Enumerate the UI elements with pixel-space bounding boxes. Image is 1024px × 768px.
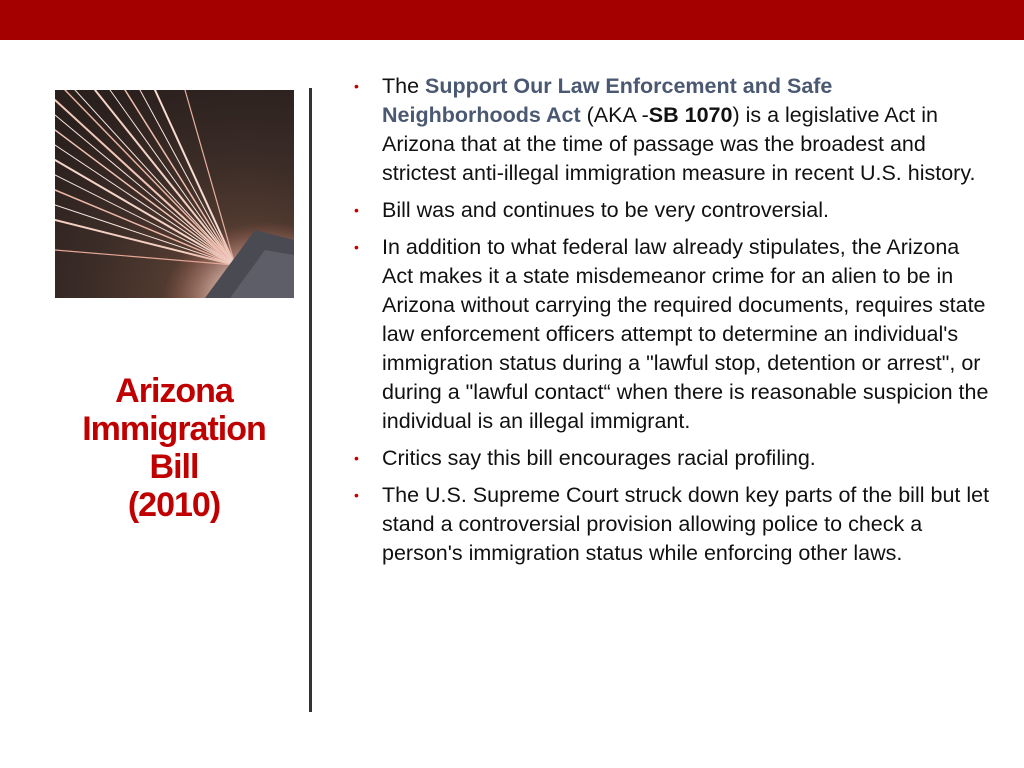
bill-code: SB 1070 [648,103,733,127]
bullet-text: The U.S. Supreme Court struck down key parts of the bill but let stand a controversial provision allowing police to check a person's immigration status while enforcing other laws. [382,483,990,565]
slide-title [40,372,308,524]
bullet-dot-icon: • [354,450,359,466]
bullet-item [352,233,992,436]
bullet-item [352,444,992,473]
bullet-list [352,72,992,576]
title-line: (2010) [127,486,221,524]
act-name: Support Our Law Enforcement and Safe Neighborhoods Act [382,74,833,127]
bullet-text: Critics say this bill encourages racial profiling. [382,446,816,470]
bullet-dot-icon: • [354,78,359,94]
bullet-text: ) is a legislative Act in Arizona that at the time of passage was the broadest and strictest anti-illegal immigration measure in recent U.S. history. [382,103,976,185]
bullet-item [352,481,992,568]
bullet-text: The [382,74,426,98]
title-line: Arizona [115,372,233,410]
top-accent-bar [0,0,1024,40]
title-line: Bill [149,448,199,486]
bullet-item [352,196,992,225]
bullet-dot-icon: • [354,239,359,255]
bullet-text: (AKA - [580,103,649,127]
bullet-dot-icon: • [354,487,359,503]
title-line: Immigration [82,410,266,448]
vertical-divider [309,88,312,712]
bullet-dot-icon: • [354,202,359,218]
bullet-item [352,72,992,188]
bullet-text: Bill was and continues to be very controversial. [382,198,829,222]
light-burst-photo [55,90,294,298]
bullet-text: In addition to what federal law already stipulates, the Arizona Act makes it a state misdemeanor crime for an alien to be in Arizona without carrying the required documents, requires state law enforcement officers attempt to determine an individual's immigration status during a "lawful stop, detention or arrest", or during a "lawful contact“ when there is reasonable suspicion the individual is an illegal immigrant. [382,235,989,433]
